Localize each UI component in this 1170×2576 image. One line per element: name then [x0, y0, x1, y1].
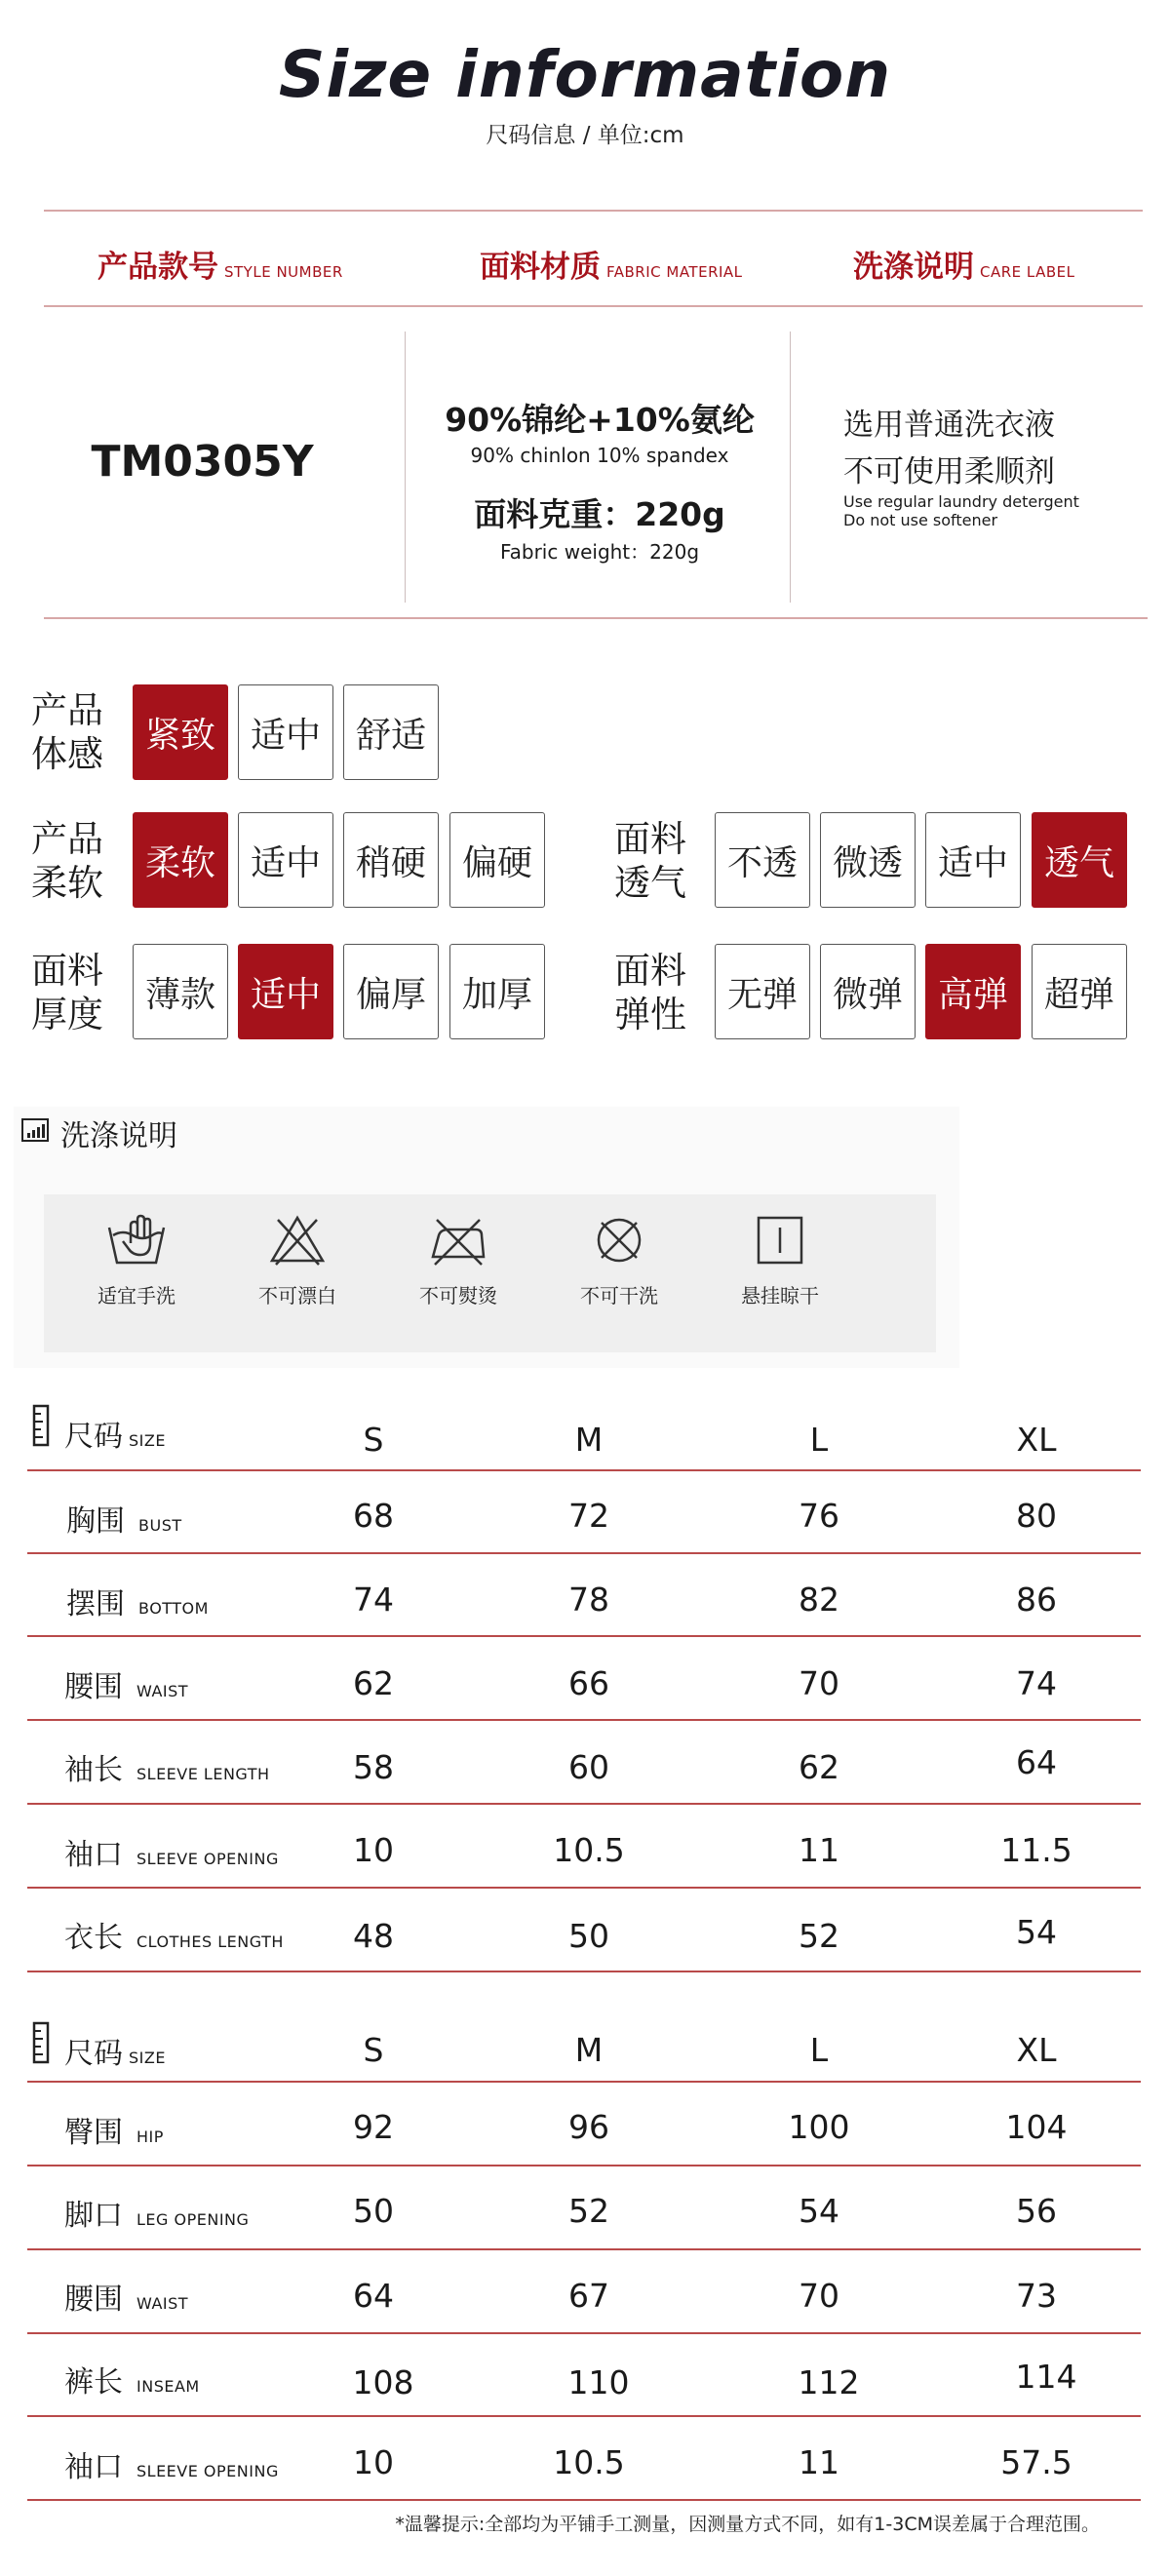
- table-cell: 74: [1016, 1664, 1057, 1702]
- size-s-header: S: [363, 2031, 384, 2069]
- table-divider: [27, 2165, 1141, 2166]
- option-thickness-extra-thick[interactable]: 加厚: [449, 944, 545, 1039]
- wash-label: 悬挂晾干: [741, 1284, 819, 1308]
- table-cell: 78: [568, 1581, 609, 1619]
- page-subtitle: 尺码信息 / 单位:cm: [486, 123, 684, 148]
- row-label-hip: 臀围 HIP: [64, 2116, 164, 2150]
- column-header-care: 洗涤说明 CARE LABEL: [853, 250, 1075, 285]
- table-cell: 108: [352, 2363, 414, 2401]
- table-cell: 10.5: [553, 2443, 625, 2481]
- table-cell: 11: [799, 2443, 839, 2481]
- size-m-header: M: [574, 1421, 604, 1459]
- row-label-bottom: 摆围 BOTTOM: [66, 1587, 209, 1621]
- table-cell: 74: [353, 1581, 394, 1619]
- table-cell: 112: [798, 2363, 860, 2401]
- table-cell: 10.5: [553, 1831, 625, 1869]
- table-cell: 52: [799, 1917, 839, 1955]
- row-label-sleeve-opening: 袖口 SLEEVE OPENING: [64, 1838, 279, 1872]
- table-cell: 54: [1016, 1913, 1057, 1951]
- table-cell: 110: [567, 2363, 630, 2401]
- wash-label: 适宜手洗: [98, 1284, 176, 1308]
- table-divider: [27, 1552, 1141, 1554]
- attr-label-thickness: 面料 厚度: [31, 950, 103, 1035]
- table-cell: 60: [568, 1748, 609, 1786]
- size-xl-header: XL: [1016, 1421, 1057, 1459]
- care-line-1: 选用普通洗衣液: [843, 408, 1055, 443]
- table-divider: [27, 1635, 1141, 1637]
- size-header: 尺码 SIZE: [64, 1420, 166, 1454]
- table-divider: [27, 2415, 1141, 2417]
- wash-item-hand-wash: [73, 1214, 200, 1308]
- row-label-bust: 胸围 BUST: [66, 1504, 182, 1539]
- size-xl-header: XL: [1016, 2031, 1057, 2069]
- option-elasticity-slight[interactable]: 微弹: [820, 944, 916, 1039]
- table-cell: 70: [799, 1664, 839, 1702]
- table-cell: 96: [568, 2108, 609, 2146]
- table-cell: 10: [353, 2443, 394, 2481]
- row-label-inseam: 裤长 INSEAM: [64, 2365, 200, 2400]
- table-divider: [27, 2248, 1141, 2250]
- table-cell: 86: [1016, 1581, 1057, 1619]
- page-title: Size information: [278, 37, 892, 112]
- size-l-header: L: [809, 1421, 829, 1459]
- option-softness-firm[interactable]: 偏硬: [449, 812, 545, 908]
- table-cell: 50: [353, 2192, 394, 2230]
- measurement-note: *温馨提示:全部均为平铺手工测量，因测量方式不同，如有1-3CM误差属于合理范围。: [395, 2514, 1100, 2535]
- size-m-header: M: [574, 2031, 604, 2069]
- option-feel-medium[interactable]: 适中: [238, 684, 333, 780]
- row-label-sleeve-length: 袖长 SLEEVE LENGTH: [64, 1753, 270, 1787]
- attr-label-softness: 产品 柔软: [31, 818, 103, 904]
- table-cell: 56: [1016, 2192, 1057, 2230]
- table-cell: 58: [353, 1748, 394, 1786]
- divider: [44, 210, 1143, 212]
- option-thickness-medium[interactable]: 适中: [238, 944, 333, 1039]
- row-label-sleeve-opening: 袖口 SLEEVE OPENING: [64, 2450, 279, 2484]
- option-thickness-thick[interactable]: 偏厚: [343, 944, 439, 1039]
- column-header-style-number: 产品款号 STYLE NUMBER: [98, 250, 343, 285]
- care-line-2-en: Do not use softener: [843, 511, 998, 529]
- option-thickness-thin[interactable]: 薄款: [133, 944, 228, 1039]
- table-cell: 114: [1015, 2358, 1077, 2396]
- hang-dry-icon: [749, 1214, 811, 1267]
- no-dry-clean-icon: [588, 1214, 650, 1267]
- option-elasticity-high[interactable]: 高弹: [925, 944, 1021, 1039]
- wash-item-no-bleach: [234, 1214, 361, 1308]
- wash-label: 不可干洗: [580, 1284, 658, 1308]
- wash-item-hang-dry: [717, 1214, 843, 1308]
- table-cell: 62: [353, 1664, 394, 1702]
- table-divider: [27, 1803, 1141, 1805]
- fabric-composition-en: 90% chinlon 10% spandex: [470, 444, 729, 467]
- table-cell: 48: [353, 1917, 394, 1955]
- option-breathability-none[interactable]: 不透: [715, 812, 810, 908]
- table-cell: 100: [788, 2108, 850, 2146]
- table-cell: 67: [568, 2277, 609, 2315]
- size-header: 尺码 SIZE: [64, 2037, 166, 2071]
- table-cell: 57.5: [1000, 2443, 1072, 2481]
- size-s-header: S: [363, 1421, 384, 1459]
- table-divider: [27, 1887, 1141, 1889]
- option-breathability-slight[interactable]: 微透: [820, 812, 916, 908]
- care-line-2: 不可使用柔顺剂: [843, 454, 1055, 489]
- table-cell: 68: [353, 1497, 394, 1535]
- table-divider: [27, 1469, 1141, 1471]
- table-cell: 104: [1005, 2108, 1068, 2146]
- wash-item-no-dry-clean: [556, 1214, 682, 1308]
- table-divider: [27, 2499, 1141, 2501]
- row-label-clothes-length: 衣长 CLOTHES LENGTH: [64, 1921, 284, 1955]
- wash-label: 不可熨烫: [419, 1284, 497, 1308]
- table-cell: 11: [799, 1831, 839, 1869]
- option-breathability-breathable[interactable]: 透气: [1032, 812, 1127, 908]
- divider: [44, 617, 1148, 619]
- attr-label-feel: 产品 体感: [31, 689, 103, 775]
- row-label-waist: 腰围 WAIST: [64, 2283, 189, 2317]
- row-label-waist: 腰围 WAIST: [64, 1670, 189, 1704]
- option-elasticity-none[interactable]: 无弹: [715, 944, 810, 1039]
- table-cell: 62: [799, 1748, 839, 1786]
- row-label-leg-opening: 脚口 LEG OPENING: [64, 2199, 250, 2233]
- table-cell: 76: [799, 1497, 839, 1535]
- table-cell: 70: [799, 2277, 839, 2315]
- table-cell: 80: [1016, 1497, 1057, 1535]
- no-bleach-icon: [266, 1214, 329, 1267]
- divider: [44, 305, 1143, 307]
- option-softness-medium[interactable]: 适中: [238, 812, 333, 908]
- table-divider: [27, 2332, 1141, 2334]
- attr-label-elasticity: 面料 弹性: [614, 950, 686, 1035]
- table-cell: 64: [1016, 1743, 1057, 1781]
- ruler-icon: [32, 1404, 52, 1447]
- option-feel-tight[interactable]: 紧致: [133, 684, 228, 780]
- table-cell: 92: [353, 2108, 394, 2146]
- signal-bars-icon: [21, 1118, 49, 1142]
- hand-wash-icon: [105, 1214, 168, 1267]
- table-cell: 64: [353, 2277, 394, 2315]
- washing-title: 洗涤说明: [60, 1119, 177, 1153]
- table-divider: [27, 1719, 1141, 1721]
- ruler-icon: [32, 2021, 52, 2064]
- table-cell: 54: [799, 2192, 839, 2230]
- table-cell: 11.5: [1000, 1831, 1072, 1869]
- option-feel-comfortable[interactable]: 舒适: [343, 684, 439, 780]
- option-breathability-medium[interactable]: 适中: [925, 812, 1021, 908]
- fabric-composition: 90%锦纶+10%氨纶: [445, 401, 755, 439]
- table-cell: 73: [1016, 2277, 1057, 2315]
- table-cell: 72: [568, 1497, 609, 1535]
- wash-item-no-iron: [395, 1214, 522, 1308]
- option-elasticity-super[interactable]: 超弹: [1032, 944, 1127, 1039]
- table-divider: [27, 1971, 1141, 1972]
- column-header-fabric: 面料材质 FABRIC MATERIAL: [480, 250, 743, 285]
- table-cell: 82: [799, 1581, 839, 1619]
- option-softness-slightly-firm[interactable]: 稍硬: [343, 812, 439, 908]
- care-line-1-en: Use regular laundry detergent: [843, 492, 1079, 511]
- option-softness-soft[interactable]: 柔软: [133, 812, 228, 908]
- style-number: TM0305Y: [91, 437, 314, 487]
- size-l-header: L: [809, 2031, 829, 2069]
- table-cell: 66: [568, 1664, 609, 1702]
- wash-label: 不可漂白: [258, 1284, 336, 1308]
- attr-label-breathability: 面料 透气: [614, 818, 686, 904]
- no-iron-icon: [427, 1214, 489, 1267]
- table-cell: 10: [353, 1831, 394, 1869]
- fabric-weight-en: Fabric weight：220g: [499, 540, 700, 564]
- table-cell: 50: [568, 1917, 609, 1955]
- fabric-weight: 面料克重：220g: [474, 495, 725, 533]
- table-divider: [27, 2081, 1141, 2083]
- table-cell: 52: [568, 2192, 609, 2230]
